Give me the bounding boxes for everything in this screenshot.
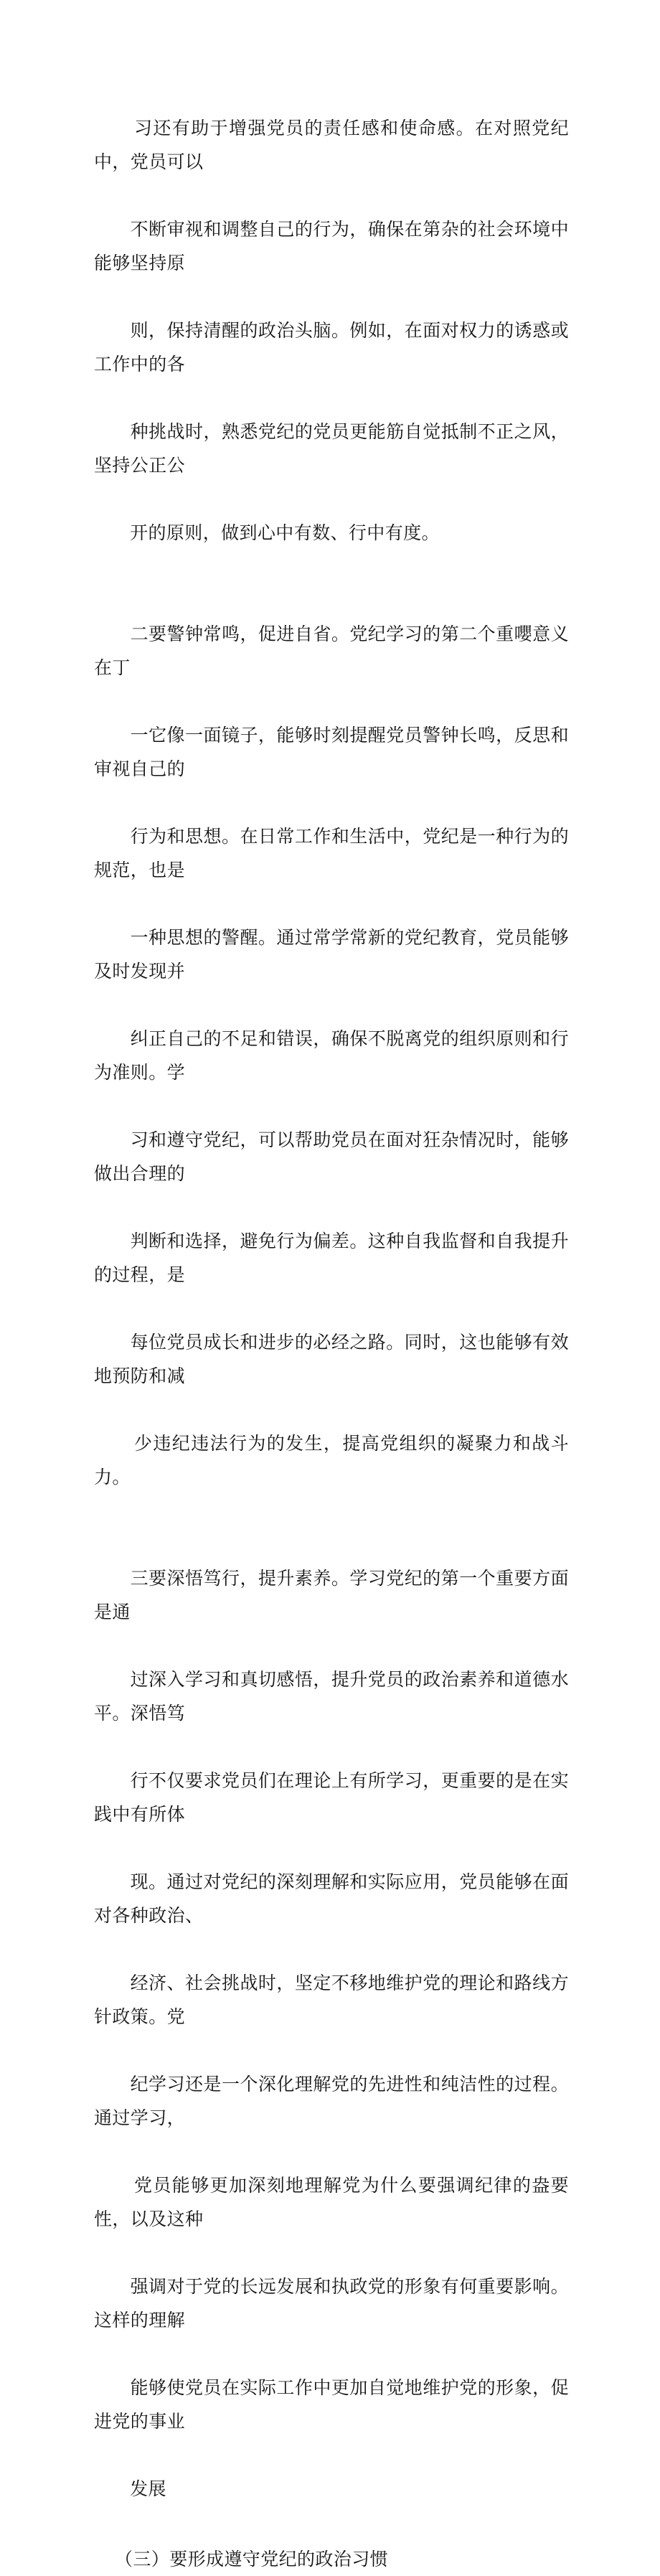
text-line: 开的原则，做到心中有数、行中有度。 xyxy=(130,522,440,543)
text-line: 种挑战时，熟悉党纪的党员更能筋自觉抵制不正之风，坚持公正公 xyxy=(94,421,569,476)
document-body xyxy=(94,77,569,2576)
text-line: 行不仅要求党员们在理论上有所学习，更重要的是在实践中有所体 xyxy=(94,1770,569,1825)
section-heading: （三）要形成遵守党纪的政治习惯 xyxy=(115,2549,389,2570)
paragraph-responsibility xyxy=(94,77,569,583)
text-line: 行为和思想。在日常工作和生活中，党纪是一种行为的规范，也是 xyxy=(94,826,569,880)
text-line: 经济、社会挑战时，坚定不移地维护党的理论和路线方针政策。党 xyxy=(94,1973,569,2027)
text-line: 判断和选择，避免行为偏差。这种自我监督和自我提升的过程，是 xyxy=(94,1231,569,1285)
text-line: 不断审视和调整自己的行为，确保在第杂的社会环境中能够坚持原 xyxy=(94,219,569,273)
text-line: 过深入学习和真切感悟，提升党员的政治素养和道德水平。深悟笃 xyxy=(94,1669,569,1724)
text-line: 党员能够更加深刻地理解党为什么要强调纪律的盎要性，以及这种 xyxy=(94,2175,569,2229)
paragraph-cultivation xyxy=(94,1528,569,2539)
text-line: 发展 xyxy=(130,2478,166,2499)
text-line: 每位党员成长和进步的必经之路。同时，这也能够有效地预防和减 xyxy=(94,1332,569,1386)
text-line: 强调对于党的长远发展和执政党的形象有何重要影响。这样的理解 xyxy=(94,2276,569,2331)
paragraph-self-reflection xyxy=(94,583,569,1528)
text-line: 习还有助于增强党员的责任感和使命感。在对照党纪中，党员可以 xyxy=(94,118,569,172)
text-line: 一它像一面镜子，能够时刻提醒党员警钟长鸣，反思和审视自己的 xyxy=(94,725,569,779)
text-line: 少违纪违法行为的发生，提高党组织的凝聚力和战斗力。 xyxy=(94,1433,569,1487)
text-line: 二要警钟常鸣，促进自省。党纪学习的第二个重嚶意义在丁 xyxy=(94,624,569,678)
text-line: 能够使党员在实际工作中更加自觉地维护党的形象，促进党的事业 xyxy=(94,2377,569,2432)
text-line: 习和遵守党纪，可以帮助党员在面对狂杂情况时，能够做出合理的 xyxy=(94,1129,569,1184)
text-line: 则，保持清醒的政治头脑。例如，在面对权力的诱惑或工作中的各 xyxy=(94,320,569,375)
text-line: 纪学习还是一个深化理解党的先进性和纯洁性的过程。通过学习， xyxy=(94,2074,569,2128)
text-line: 一种思想的警醒。通过常学常新的党纪教育，党员能够及时发现并 xyxy=(94,927,569,982)
text-line: 纠正自己的不足和错误，确保不脱离党的组织原则和行为准则。学 xyxy=(94,1028,569,1083)
text-line: 现。通过对党纪的深刻理解和实际应用，党员能够在面对各种政治、 xyxy=(94,1871,569,1926)
text-line: 三要深悟笃行，提升素养。学习党纪的第一个重要方面是通 xyxy=(94,1568,569,1622)
